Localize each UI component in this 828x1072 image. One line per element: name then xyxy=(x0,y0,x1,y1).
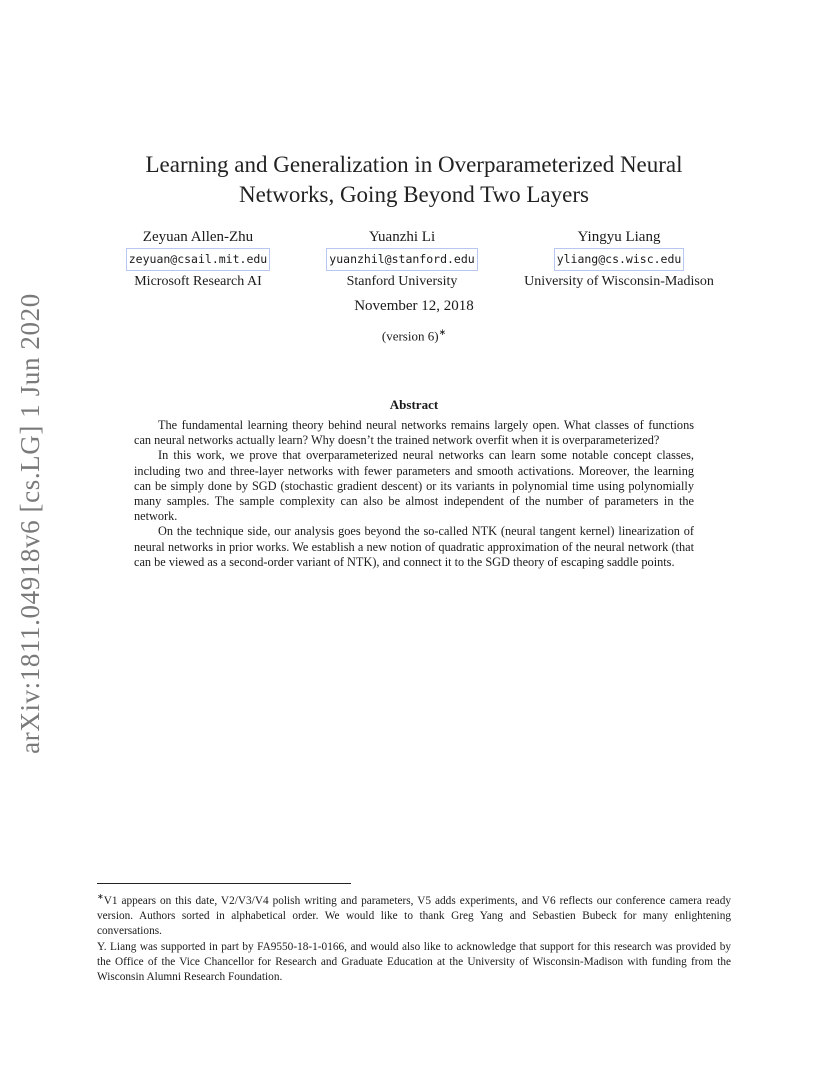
version-text: (version 6) xyxy=(381,328,439,344)
arxiv-identifier-text: arXiv:1811.04918v6 [cs.LG] 1 Jun 2020 xyxy=(14,293,45,754)
author-block-2 xyxy=(322,228,482,291)
footnote-marker-link[interactable]: ∗ xyxy=(438,327,447,337)
footnotes xyxy=(97,889,731,986)
footnote-mark: ∗ xyxy=(97,892,104,901)
abstract-body xyxy=(134,418,694,570)
author-affiliation: University of Wisconsin-Madison xyxy=(524,274,714,289)
author-affiliation: Microsoft Research AI xyxy=(134,274,262,289)
author-email-link[interactable]: yliang@cs.wisc.edu xyxy=(554,248,685,271)
footnote-divider xyxy=(97,883,351,884)
abstract-paragraph: In this work, we prove that overparameterized neural networks can learn some notable concept classes, including two and three-layer networks with fewer parameters and smooth activations. Moreover, the learning can be simply done by SGD (stochastic gradient descent) or its variants in polynomial time using polynomially many samples. The sample complexity can also be almost independent of the number of parameters in the network. xyxy=(134,448,694,524)
paper-title xyxy=(100,150,728,210)
author-name: Zeyuan Allen-Zhu xyxy=(142,229,254,245)
author-name: Yingyu Liang xyxy=(577,229,661,245)
footnote-1-text: V1 appears on this date, V2/V3/V4 polish writing and parameters, V5 adds experiments, and V6 reflects our conference camera ready version. Authors sorted in alphabetical order. We would like to thank Greg Yang and Sebastien Bubeck for many enlightening conversations. xyxy=(97,894,731,938)
author-block-3 xyxy=(514,228,724,291)
abstract-paragraph: On the technique side, our analysis goes beyond the so-called NTK (neural tangent kernel) linearization of neural networks in prior works. We establish a new notion of quadratic approximation of the neural network (that can be viewed as a second-order variant of NTK), and connect it to the SGD theory of escaping saddle points. xyxy=(134,524,694,569)
author-email-link[interactable]: zeyuan@csail.mit.edu xyxy=(126,248,270,271)
paper-date: November 12, 2018 xyxy=(354,298,474,314)
author-email-link[interactable]: yuanzhil@stanford.edu xyxy=(326,248,477,271)
author-name: Yuanzhi Li xyxy=(368,229,436,245)
author-block-1 xyxy=(120,228,276,291)
footnote-2: Y. Liang was supported in part by FA9550-18-1-0166, and would also like to acknowledge that support for this research was provided by the Office of the Vice Chancellor for Research and Graduate Education at the University of Wisconsin-Madison with funding from the Wisconsin Alumni Research Foundation. xyxy=(97,940,731,984)
footnote-1 xyxy=(97,889,731,940)
paper-version xyxy=(100,327,728,344)
title-line-1: Learning and Generalization in Overparameterized Neural xyxy=(145,152,683,177)
abstract-heading: Abstract xyxy=(389,397,439,412)
title-line-2: Networks, Going Beyond Two Layers xyxy=(239,182,589,207)
arxiv-identifier-stamp xyxy=(6,293,54,754)
abstract-paragraph: The fundamental learning theory behind neural networks remains largely open. What classes of functions can neural networks actually learn? Why doesn’t the trained network overfit when it is overparameterized? xyxy=(134,418,694,448)
author-affiliation: Stanford University xyxy=(346,274,458,289)
